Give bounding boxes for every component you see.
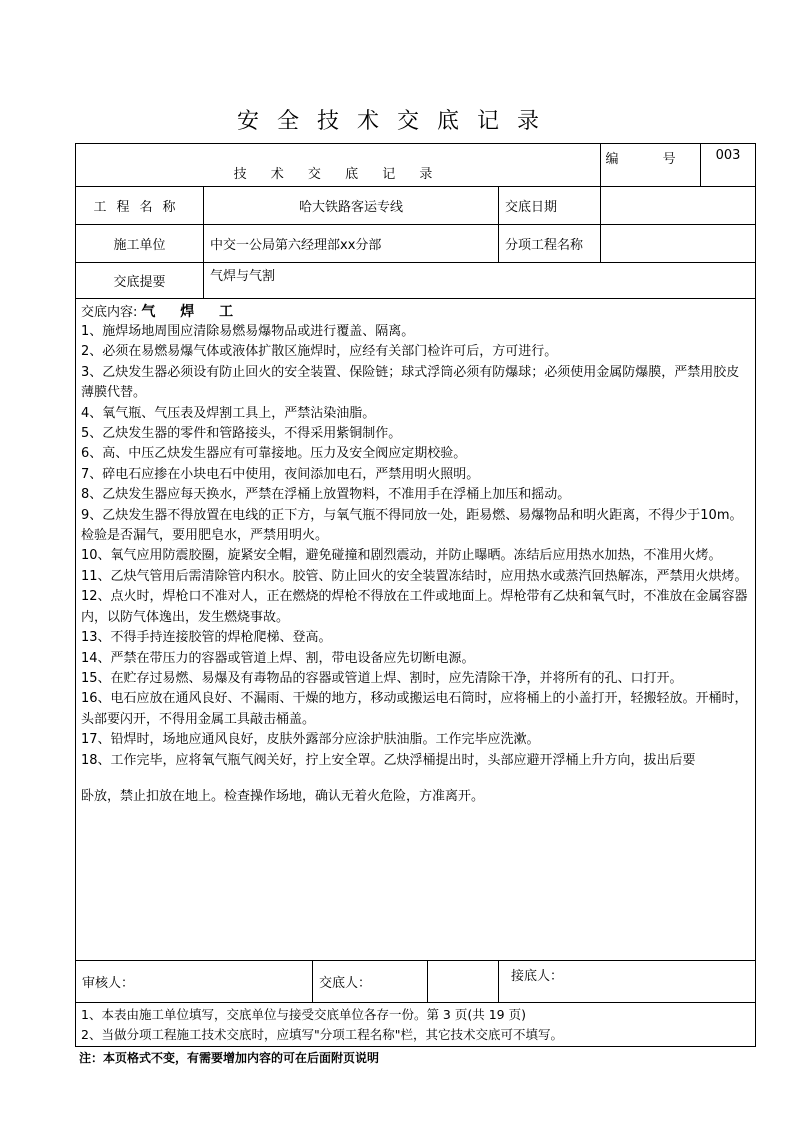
footer-note: 注：本页格式不变，有需要增加内容的可在后面附页说明: [79, 1051, 380, 1065]
list-item: 2、必须在易燃易爆气体或液体扩散区施焊时，应经有关部门检许可后，方可进行。: [81, 344, 558, 360]
list-item: 12、点火时，焊枪口不准对人，正在燃烧的焊枪不得放在工件或地面上。焊枪带有乙炔和氧气时，不准放在金属容器内，以防气体逸出，发生燃烧事故。: [81, 589, 748, 625]
number-cell: [601, 144, 756, 187]
summary-value: 气焊与气割: [204, 263, 756, 299]
list-item: 10、氧气应用防震胶圈，旋紧安全帽，避免碰撞和剧烈震动，并防止曝晒。冻结后应用热水加热，不准用火烤。: [81, 548, 722, 564]
list-item: 卧放，禁止扣放在地上。检查操作场地，确认无着火危险，方准离开。: [81, 788, 485, 804]
construction-unit-label: 施工单位: [76, 225, 204, 263]
content-heading: [81, 303, 750, 322]
list-item: 17、铅焊时，场地应通风良好，皮肤外露部分应涂护肤油脂。工作完毕应洗漱。: [81, 732, 540, 748]
discloser-cell: [313, 961, 428, 1003]
date-label: 交底日期: [499, 187, 601, 225]
page-title: 安全技术交底记录: [236, 109, 557, 134]
disclosure-table: [75, 143, 756, 1047]
note-item: 1、本表由施工单位填写，交底单位与接受交底单位各存一份。第 3 页(共 19 页): [81, 1006, 526, 1022]
project-name-label: 工程名称: [76, 187, 204, 225]
list-item: 7、碎电石应掺在小块电石中使用，夜间添加电石，严禁用明火照明。: [81, 466, 480, 482]
number-label: 编 号: [601, 144, 701, 186]
date-value: [601, 187, 756, 225]
list-item: 4、氧气瓶、气压表及焊割工具上，严禁沾染油脂。: [81, 405, 376, 421]
notes-cell: [76, 1003, 756, 1047]
discloser-label: 交底人：: [319, 976, 372, 991]
summary-label: 交底提要: [76, 263, 204, 299]
list-item: 3、乙炔发生器必须设有防止回火的安全装置、保险链；球式浮筒必须有防爆球；必须使用金属防爆膜，严禁用胶皮薄膜代替。: [81, 364, 740, 401]
reviewer-label: 审核人：: [82, 976, 135, 991]
list-item: 16、电石应放在通风良好、不漏雨、干燥的地方，移动或搬运电石筒时，应将桶上的小盖打开，轻搬轻放。开桶时，头部要闪开，不得用金属工具敲击桶盖。: [81, 691, 748, 727]
reviewer-cell: [76, 961, 313, 1003]
project-name-value: 哈大铁路客运专线: [204, 187, 499, 225]
list-item: 9、乙炔发生器不得放置在电线的正下方，与氧气瓶不得同放一处，距易燃、易爆物品和明火距离，不得少于10m。检验是否漏气，要用肥皂水，严禁用明火。: [81, 507, 743, 544]
receiver-cell: [499, 961, 756, 1003]
content-heading-title: 气 焊 工: [141, 304, 244, 320]
list-item: 6、高、中压乙炔发生器应有可靠接地。压力及安全阀应定期校验。: [81, 446, 467, 462]
content-heading-label: 交底内容:: [81, 305, 138, 320]
record-label-cell: [76, 144, 601, 187]
list-item: 11、乙炔气管用后需清除管内积水。胶管、防止回火的安全装置冻结时，应用热水或蒸汽回热解冻，严禁用火烘烤。: [81, 568, 748, 584]
list-item: 14、严禁在带压力的容器或管道上焊、割，带电设备应先切断电源。: [81, 650, 475, 666]
construction-unit-value: 中交一公局第六经理部xx分部: [204, 225, 499, 263]
number-value: 003: [715, 148, 741, 163]
list-item: 5、乙炔发生器的零件和管路接头，不得采用紫铜制作。: [81, 426, 402, 442]
discloser-sign-cell: [428, 961, 499, 1003]
sub-project-value: [601, 225, 756, 263]
list-item: 8、乙炔发生器应每天换水，严禁在浮桶上放置物料，不准用手在浮桶上加压和摇动。: [81, 487, 571, 503]
list-item: 15、在贮存过易燃、易爆及有毒物品的容器或管道上焊、割时，应先清除干净，并将所有的孔、口打开。: [81, 670, 683, 686]
list-item: 13、不得手持连接胶管的焊枪爬梯、登高。: [81, 630, 332, 646]
list-item: 1、施焊场地周围应清除易燃易爆物品或进行覆盖、隔离。: [81, 324, 415, 339]
content-cell: [76, 299, 756, 961]
sub-project-label: 分项工程名称: [499, 225, 601, 263]
receiver-label: 接底人：: [511, 969, 564, 984]
record-label: 技 术 交 底 记 录: [233, 166, 443, 182]
list-item: 18、工作完毕，应将氧气瓶气阀关好，拧上安全罩。乙炔浮桶提出时，头部应避开浮桶上升方向，拔出后要: [81, 752, 696, 768]
note-item: 2、当做分项工程施工技术交底时，应填写"分项工程名称"栏，其它技术交底可不填写。: [81, 1026, 563, 1042]
